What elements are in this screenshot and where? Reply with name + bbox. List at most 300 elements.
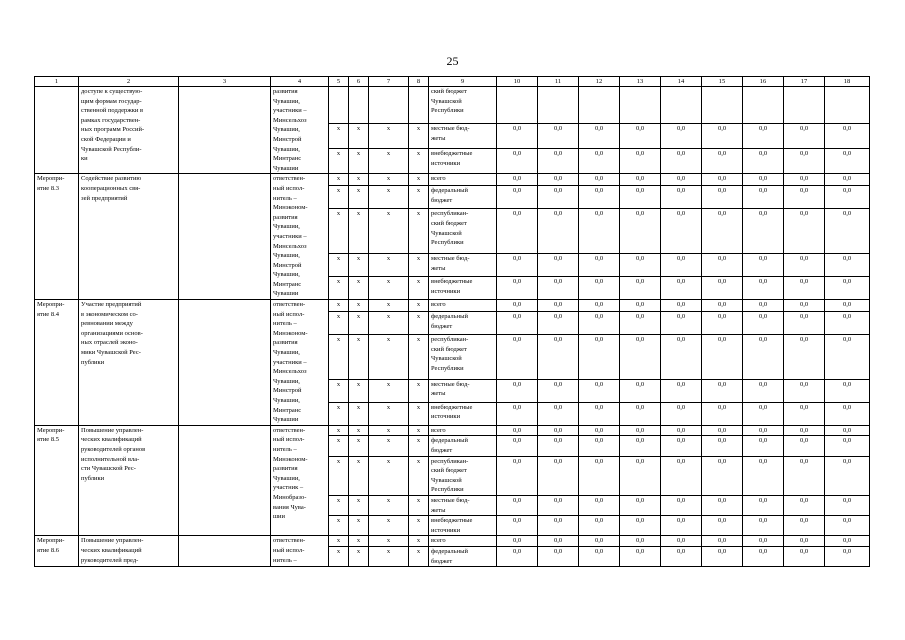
value-cell: 0,0 [538, 149, 579, 174]
value-cell: 0,0 [661, 436, 702, 456]
value-cell: 0,0 [497, 312, 538, 335]
column-number-7: 7 [369, 77, 409, 87]
code-cell: x [409, 436, 429, 456]
code-cell: x [369, 402, 409, 425]
code-cell: x [329, 300, 349, 312]
code-cell: x [329, 149, 349, 174]
measure-executor: ответствен- ный испол- нитель – [271, 536, 329, 567]
code-cell: x [409, 300, 429, 312]
code-cell: x [349, 536, 369, 547]
code-cell: x [369, 209, 409, 254]
code-cell: x [349, 124, 369, 149]
value-cell: 0,0 [538, 124, 579, 149]
measure-number: Меропри- ятие 8.4 [35, 300, 79, 426]
code-cell: x [409, 174, 429, 186]
value-cell: 0,0 [702, 456, 743, 495]
column-number-14: 14 [661, 77, 702, 87]
value-cell: 0,0 [825, 425, 870, 436]
value-cell: 0,0 [538, 495, 579, 515]
code-cell: x [409, 186, 429, 209]
value-cell: 0,0 [497, 402, 538, 425]
value-cell: 0,0 [702, 174, 743, 186]
code-cell: x [329, 312, 349, 335]
value-cell: 0,0 [579, 209, 620, 254]
value-cell: 0,0 [579, 425, 620, 436]
code-cell: x [369, 436, 409, 456]
value-cell: 0,0 [702, 495, 743, 515]
value-cell: 0,0 [620, 425, 661, 436]
value-cell: 0,0 [784, 174, 825, 186]
code-cell: x [409, 536, 429, 547]
value-cell: 0,0 [579, 186, 620, 209]
value-cell: 0,0 [825, 174, 870, 186]
code-cell: x [349, 495, 369, 515]
code-cell: x [369, 495, 409, 515]
value-cell: 0,0 [825, 277, 870, 300]
value-cell: 0,0 [661, 516, 702, 536]
code-cell: x [329, 124, 349, 149]
code-cell: x [409, 335, 429, 380]
code-cell: x [409, 546, 429, 566]
value-cell: 0,0 [702, 312, 743, 335]
code-cell: x [409, 425, 429, 436]
column-number-5: 5 [329, 77, 349, 87]
value-cell: 0,0 [784, 300, 825, 312]
value-cell [702, 87, 743, 124]
funding-source: внебюджетные источники [429, 402, 497, 425]
value-cell: 0,0 [743, 456, 784, 495]
value-cell: 0,0 [661, 379, 702, 402]
value-cell: 0,0 [661, 335, 702, 380]
funding-source: республикан- ский бюджет Чувашской Республики [429, 209, 497, 254]
measure-goal [179, 300, 271, 426]
value-cell: 0,0 [825, 546, 870, 566]
value-cell [538, 87, 579, 124]
value-cell: 0,0 [784, 436, 825, 456]
value-cell: 0,0 [702, 536, 743, 547]
column-number-9: 9 [429, 77, 497, 87]
value-cell: 0,0 [702, 436, 743, 456]
value-cell: 0,0 [743, 379, 784, 402]
value-cell: 0,0 [579, 312, 620, 335]
measure-name: Повышение управлен- ческих квалификаций руководителей пред- [79, 536, 179, 567]
code-cell: x [409, 149, 429, 174]
funding-source: ский бюджет Чувашской Республики [429, 87, 497, 124]
code-cell: x [329, 436, 349, 456]
value-cell: 0,0 [784, 546, 825, 566]
value-cell: 0,0 [497, 546, 538, 566]
column-number-3: 3 [179, 77, 271, 87]
value-cell: 0,0 [743, 425, 784, 436]
value-cell: 0,0 [620, 300, 661, 312]
value-cell: 0,0 [497, 536, 538, 547]
value-cell: 0,0 [497, 186, 538, 209]
value-cell: 0,0 [620, 124, 661, 149]
value-cell: 0,0 [620, 536, 661, 547]
value-cell: 0,0 [784, 379, 825, 402]
value-cell: 0,0 [784, 516, 825, 536]
funding-source: республикан- ский бюджет Чувашской Республики [429, 335, 497, 380]
code-cell: x [329, 402, 349, 425]
measure-executor: развития Чувашии, участники – Минсельхоз Чувашии, Минстрой Чувашии, Минтранс Чувашии [271, 87, 329, 174]
value-cell: 0,0 [702, 124, 743, 149]
measure-number [35, 87, 79, 174]
value-cell: 0,0 [661, 254, 702, 277]
value-cell: 0,0 [579, 516, 620, 536]
value-cell: 0,0 [620, 186, 661, 209]
value-cell: 0,0 [579, 536, 620, 547]
code-cell: x [369, 124, 409, 149]
code-cell: x [329, 254, 349, 277]
value-cell: 0,0 [825, 124, 870, 149]
value-cell: 0,0 [784, 495, 825, 515]
code-cell: x [409, 124, 429, 149]
value-cell: 0,0 [661, 456, 702, 495]
funding-source: федеральный бюджет [429, 186, 497, 209]
value-cell: 0,0 [784, 186, 825, 209]
code-cell: x [369, 335, 409, 380]
value-cell: 0,0 [538, 186, 579, 209]
value-cell: 0,0 [620, 149, 661, 174]
value-cell: 0,0 [538, 174, 579, 186]
code-cell: x [369, 149, 409, 174]
value-cell: 0,0 [784, 335, 825, 380]
value-cell: 0,0 [538, 536, 579, 547]
column-number-16: 16 [743, 77, 784, 87]
code-cell: x [329, 536, 349, 547]
value-cell: 0,0 [743, 312, 784, 335]
code-cell: x [349, 335, 369, 380]
funding-source: местные бюд- жеты [429, 124, 497, 149]
value-cell: 0,0 [702, 300, 743, 312]
value-cell: 0,0 [825, 456, 870, 495]
value-cell: 0,0 [702, 277, 743, 300]
value-cell: 0,0 [620, 546, 661, 566]
code-cell: x [329, 209, 349, 254]
table-row [35, 300, 870, 312]
value-cell: 0,0 [620, 209, 661, 254]
value-cell: 0,0 [702, 209, 743, 254]
value-cell: 0,0 [784, 402, 825, 425]
code-cell: x [409, 495, 429, 515]
code-cell: x [349, 436, 369, 456]
value-cell: 0,0 [579, 379, 620, 402]
value-cell: 0,0 [497, 456, 538, 495]
column-number-18: 18 [825, 77, 870, 87]
column-number-4: 4 [271, 77, 329, 87]
code-cell: x [369, 379, 409, 402]
value-cell: 0,0 [579, 124, 620, 149]
value-cell: 0,0 [661, 495, 702, 515]
value-cell: 0,0 [497, 335, 538, 380]
code-cell: x [329, 546, 349, 566]
value-cell: 0,0 [538, 425, 579, 436]
value-cell: 0,0 [784, 209, 825, 254]
measure-goal [179, 87, 271, 174]
code-cell: x [349, 402, 369, 425]
code-cell: x [329, 186, 349, 209]
code-cell: x [329, 335, 349, 380]
code-cell: x [349, 254, 369, 277]
value-cell: 0,0 [579, 277, 620, 300]
funding-source: республикан- ский бюджет Чувашской Республики [429, 456, 497, 495]
value-cell: 0,0 [538, 402, 579, 425]
value-cell: 0,0 [497, 209, 538, 254]
value-cell [579, 87, 620, 124]
code-cell: x [409, 516, 429, 536]
measure-name: Содействие развитию кооперационных свя- зей предприятий [79, 174, 179, 300]
code-cell: x [369, 312, 409, 335]
page-number: 25 [446, 54, 459, 68]
value-cell: 0,0 [702, 379, 743, 402]
value-cell [661, 87, 702, 124]
value-cell: 0,0 [825, 300, 870, 312]
value-cell: 0,0 [661, 174, 702, 186]
value-cell: 0,0 [620, 277, 661, 300]
value-cell: 0,0 [579, 546, 620, 566]
funding-source: федеральный бюджет [429, 436, 497, 456]
value-cell: 0,0 [579, 495, 620, 515]
code-cell: x [329, 495, 349, 515]
value-cell: 0,0 [497, 300, 538, 312]
column-number-17: 17 [784, 77, 825, 87]
code-cell: x [349, 209, 369, 254]
value-cell: 0,0 [538, 312, 579, 335]
funding-source: всего [429, 536, 497, 547]
value-cell: 0,0 [743, 516, 784, 536]
code-cell [329, 87, 349, 124]
measure-name: Участие предприятий в экономическом со- ревновании между организациями основ- ных отраслей эконо- мики Чувашской Рес- публики [79, 300, 179, 426]
value-cell: 0,0 [661, 536, 702, 547]
code-cell: x [349, 312, 369, 335]
value-cell: 0,0 [620, 495, 661, 515]
code-cell [349, 87, 369, 124]
value-cell: 0,0 [661, 149, 702, 174]
code-cell: x [369, 456, 409, 495]
code-cell: x [369, 186, 409, 209]
value-cell: 0,0 [620, 402, 661, 425]
value-cell: 0,0 [743, 495, 784, 515]
value-cell: 0,0 [661, 277, 702, 300]
table-row [35, 425, 870, 436]
value-cell: 0,0 [702, 186, 743, 209]
code-cell: x [349, 174, 369, 186]
table-row [35, 87, 870, 124]
measure-goal [179, 174, 271, 300]
code-cell [409, 87, 429, 124]
value-cell: 0,0 [579, 436, 620, 456]
value-cell: 0,0 [743, 335, 784, 380]
value-cell: 0,0 [661, 402, 702, 425]
code-cell: x [329, 277, 349, 300]
value-cell: 0,0 [743, 186, 784, 209]
funding-source: местные бюд- жеты [429, 495, 497, 515]
value-cell: 0,0 [538, 209, 579, 254]
table-row [35, 536, 870, 547]
funding-source: всего [429, 300, 497, 312]
value-cell: 0,0 [702, 254, 743, 277]
measure-executor: ответствен- ный испол- нитель – Минэконом- развития Чувашии, участник – Минобразо- вания Чува- шии [271, 425, 329, 536]
measure-executor: ответствен- ный испол- нитель – Минэконом- развития Чувашии, участники – Минсельхоз Чувашии, Минстрой Чувашии, Минтранс Чувашии [271, 300, 329, 426]
value-cell: 0,0 [743, 174, 784, 186]
code-cell: x [369, 254, 409, 277]
code-cell: x [409, 456, 429, 495]
value-cell: 0,0 [538, 277, 579, 300]
code-cell: x [329, 379, 349, 402]
value-cell: 0,0 [825, 379, 870, 402]
column-number-1: 1 [35, 77, 79, 87]
code-cell: x [369, 277, 409, 300]
code-cell: x [329, 425, 349, 436]
value-cell: 0,0 [497, 254, 538, 277]
value-cell: 0,0 [497, 495, 538, 515]
value-cell [743, 87, 784, 124]
value-cell: 0,0 [743, 546, 784, 566]
measure-number: Меропри- ятие 8.3 [35, 174, 79, 300]
value-cell: 0,0 [784, 254, 825, 277]
value-cell: 0,0 [661, 186, 702, 209]
funding-source: внебюджетные источники [429, 149, 497, 174]
code-cell: x [349, 186, 369, 209]
funding-source: местные бюд- жеты [429, 379, 497, 402]
value-cell: 0,0 [661, 209, 702, 254]
value-cell: 0,0 [825, 402, 870, 425]
value-cell: 0,0 [825, 312, 870, 335]
code-cell: x [409, 312, 429, 335]
value-cell [620, 87, 661, 124]
value-cell: 0,0 [702, 546, 743, 566]
value-cell: 0,0 [497, 149, 538, 174]
value-cell: 0,0 [620, 516, 661, 536]
measure-executor: ответствен- ный испол- нитель – Минэконом- развития Чувашии, участники – Минсельхоз Чувашии, Минстрой Чувашии, Минтранс Чувашии [271, 174, 329, 300]
measure-goal [179, 425, 271, 536]
column-number-2: 2 [79, 77, 179, 87]
code-cell: x [409, 254, 429, 277]
value-cell: 0,0 [743, 254, 784, 277]
funding-source: всего [429, 425, 497, 436]
value-cell [497, 87, 538, 124]
value-cell: 0,0 [743, 402, 784, 425]
funding-source: федеральный бюджет [429, 312, 497, 335]
value-cell: 0,0 [825, 516, 870, 536]
value-cell: 0,0 [620, 456, 661, 495]
value-cell: 0,0 [825, 495, 870, 515]
code-cell: x [349, 456, 369, 495]
measure-name: доступе к существую- щим формам государ- ственной поддержки в рамках государствен- ных программ Россий- ской Федерации и Чувашской Республи- ки [79, 87, 179, 174]
value-cell: 0,0 [702, 335, 743, 380]
value-cell: 0,0 [825, 335, 870, 380]
code-cell: x [349, 277, 369, 300]
value-cell: 0,0 [538, 300, 579, 312]
code-cell: x [349, 546, 369, 566]
measure-number: Меропри- ятие 8.6 [35, 536, 79, 567]
code-cell: x [349, 425, 369, 436]
value-cell: 0,0 [825, 536, 870, 547]
code-cell: x [369, 546, 409, 566]
value-cell: 0,0 [784, 536, 825, 547]
code-cell: x [369, 174, 409, 186]
code-cell: x [349, 516, 369, 536]
measure-name: Повышение управлен- ческих квалификаций руководителей органов исполнительной вла- сти Чувашской Рес- публики [79, 425, 179, 536]
column-number-10: 10 [497, 77, 538, 87]
code-cell: x [409, 402, 429, 425]
code-cell: x [369, 516, 409, 536]
value-cell [825, 87, 870, 124]
code-cell: x [409, 379, 429, 402]
code-cell [369, 87, 409, 124]
column-number-6: 6 [349, 77, 369, 87]
value-cell: 0,0 [538, 254, 579, 277]
value-cell: 0,0 [620, 335, 661, 380]
value-cell: 0,0 [538, 335, 579, 380]
value-cell: 0,0 [620, 254, 661, 277]
code-cell: x [369, 425, 409, 436]
column-number-11: 11 [538, 77, 579, 87]
code-cell: x [329, 174, 349, 186]
value-cell: 0,0 [743, 436, 784, 456]
code-cell: x [409, 277, 429, 300]
value-cell: 0,0 [784, 277, 825, 300]
column-number-8: 8 [409, 77, 429, 87]
value-cell: 0,0 [784, 312, 825, 335]
value-cell: 0,0 [579, 335, 620, 380]
code-cell: x [369, 300, 409, 312]
value-cell: 0,0 [620, 436, 661, 456]
code-cell: x [369, 536, 409, 547]
value-cell: 0,0 [661, 300, 702, 312]
value-cell: 0,0 [743, 149, 784, 174]
value-cell: 0,0 [702, 425, 743, 436]
value-cell: 0,0 [579, 402, 620, 425]
value-cell [784, 87, 825, 124]
table-body [35, 77, 870, 567]
funding-source: федеральный бюджет [429, 546, 497, 566]
measure-number: Меропри- ятие 8.5 [35, 425, 79, 536]
value-cell: 0,0 [497, 124, 538, 149]
table-row [35, 174, 870, 186]
measure-goal [179, 536, 271, 567]
value-cell: 0,0 [702, 402, 743, 425]
value-cell: 0,0 [538, 546, 579, 566]
column-number-15: 15 [702, 77, 743, 87]
value-cell: 0,0 [825, 436, 870, 456]
value-cell: 0,0 [497, 516, 538, 536]
code-cell: x [349, 379, 369, 402]
value-cell: 0,0 [620, 379, 661, 402]
value-cell: 0,0 [743, 536, 784, 547]
value-cell: 0,0 [743, 124, 784, 149]
value-cell: 0,0 [784, 124, 825, 149]
column-number-12: 12 [579, 77, 620, 87]
value-cell: 0,0 [497, 436, 538, 456]
value-cell: 0,0 [784, 149, 825, 174]
value-cell: 0,0 [538, 516, 579, 536]
header-row [35, 77, 870, 87]
value-cell: 0,0 [579, 300, 620, 312]
code-cell: x [409, 209, 429, 254]
funding-source: всего [429, 174, 497, 186]
value-cell: 0,0 [497, 277, 538, 300]
value-cell: 0,0 [661, 312, 702, 335]
value-cell: 0,0 [538, 379, 579, 402]
budget-table [34, 76, 870, 567]
value-cell: 0,0 [497, 425, 538, 436]
funding-source: внебюджетные источники [429, 277, 497, 300]
value-cell: 0,0 [743, 209, 784, 254]
value-cell: 0,0 [825, 209, 870, 254]
value-cell: 0,0 [579, 174, 620, 186]
value-cell: 0,0 [784, 456, 825, 495]
